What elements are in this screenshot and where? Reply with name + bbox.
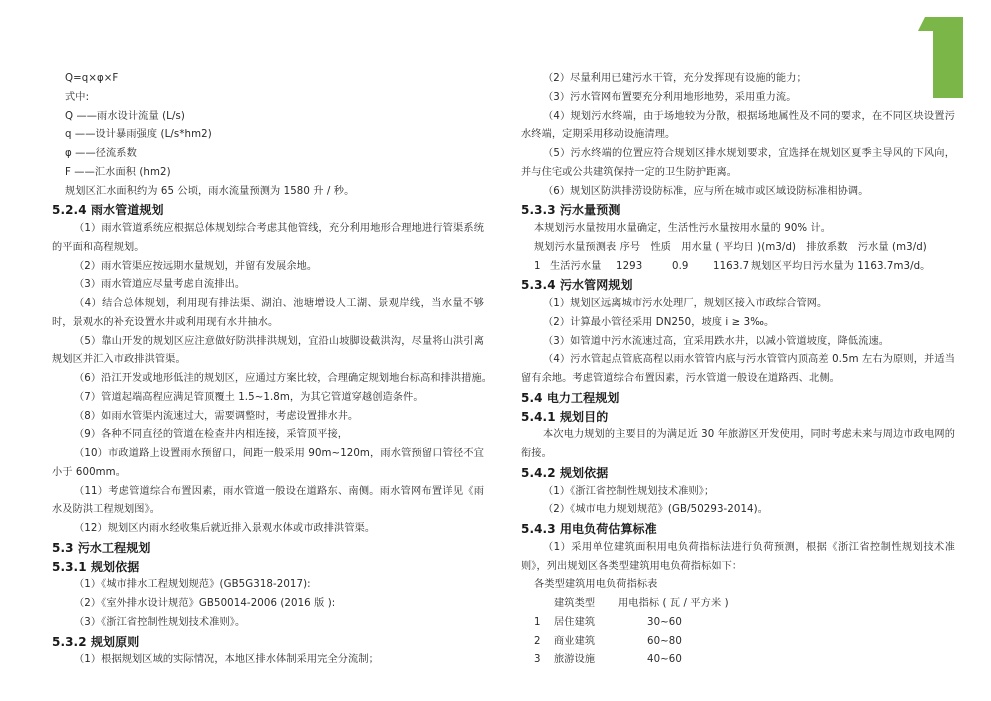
section-heading-5-4-1: 5.4.1 规划目的: [521, 409, 609, 424]
list-item: （5）靠山开发的规划区应注意做好防洪排洪规划，宜沿山坡脚设截洪沟，尽量将山洪引离规划区并汇入市政排洪管渠。: [52, 335, 484, 366]
list-item: （4）污水管起点管底高程以雨水管管内底与污水管管内顶高差 0.5m 左右为原则，并适当留有余地。考虑管道综合布置因素，污水管道一般设在道路西、北侧。: [521, 354, 955, 384]
reference-item: （2）《城市电力规划规范》(GB/50293-2014)。: [543, 504, 768, 516]
list-item: （1）规划区远离城市污水处理厂，规划区接入市政综合管网。: [543, 298, 828, 309]
cell-note: 规划区平均日污水量为 1163.7m3/d。: [751, 260, 931, 272]
load-table-row: [521, 651, 955, 670]
reference-item: （1）《浙江省控制性规划技术准则》；: [543, 485, 715, 497]
sewage-table-header: 规划污水量预测表 序号 性质 用水量 ( 平均日 )(m3/d) 排放系数 污水量 (m3/d): [534, 241, 927, 253]
list-item: （10）市政道路上设置雨水预留口，间距一般采用 90m~120m，雨水管预留口管径不宜小于 600mm。: [52, 448, 484, 478]
left-column: [52, 70, 493, 670]
cell-water: 1293: [616, 260, 643, 272]
formula-def: F ——汇水面积 (hm2): [65, 166, 171, 178]
summary-text: 规划区汇水面积约为 65 公顷，雨水流量预测为 1580 升 / 秒。: [65, 185, 355, 197]
intro-text: 本规划污水量按用水量确定，生活性污水量按用水量的 90% 计。: [534, 223, 832, 234]
col-power-index: 用电指标 ( 瓦 / 平方米 ): [618, 598, 729, 609]
cell-type: 旅游设施: [554, 654, 596, 666]
list-item: （1）雨水管道系统应根据总体规划综合考虑其他管线，充分利用地形合理地进行管渠系统的平面和高程规划。: [52, 223, 484, 253]
section-heading-5-4-3: 5.4.3 用电负荷估算标准: [521, 522, 657, 536]
cell-value: 40~60: [647, 654, 682, 666]
list-item: （4）规划污水终端，由于场地较为分散，根据场地属性及不同的要求，在不同区块设置污水终端，定期采用移动设施清理。: [521, 110, 955, 141]
list-item: （11）考虑管道综合布置因素，雨水管道一般设在道路东、南侧。雨水管网布置详见《雨水及防洪工程规划图》。: [52, 485, 484, 516]
section-heading-5-2-4: 5.2.4 雨水管道规划: [52, 203, 164, 218]
sewage-table-row: [521, 258, 955, 277]
list-item: （8）如雨水管渠内流速过大，需要调整时，考虑设置排水井。: [74, 410, 359, 422]
cell-type: 商业建筑: [554, 635, 596, 647]
cell-coef: 0.9: [672, 260, 689, 272]
body-text: （1）采用单位建筑面积用电负荷指标法进行负荷预测，根据《浙江省控制性规划技术准则》，列出规划区各类型建筑用电负荷指标如下：: [521, 541, 955, 572]
load-table-row: [521, 614, 955, 633]
list-item: （2）雨水管渠应按远期水量规划，并留有发展余地。: [74, 260, 318, 272]
reference-item: （3）《浙江省控制性规划技术准则》。: [74, 616, 246, 628]
formula: Q=q×φ×F: [65, 73, 119, 84]
cell-type: 居住建筑: [554, 616, 596, 628]
section-heading-5-3: 5.3 污水工程规划: [52, 540, 151, 555]
section-heading-5-3-3: 5.3.3 污水量预测: [521, 203, 621, 218]
col-building-type: 建筑类型: [554, 598, 596, 609]
list-item: （2）计算最小管径采用 DN250，坡度 i ≥ 3‰。: [543, 316, 775, 328]
load-table-row: [521, 633, 955, 652]
cell-value: 60~80: [647, 635, 682, 647]
list-item: （6）规划区防洪排涝设防标准，应与所在城市或区域设防标准相协调。: [543, 185, 869, 197]
cell-value: 30~60: [647, 616, 682, 628]
list-item: （12）规划区内雨水经收集后就近排入景观水体或市政排洪管渠。: [74, 523, 376, 534]
section-heading-5-4: 5.4 电力工程规划: [521, 390, 620, 405]
cell-no: 2: [534, 635, 541, 647]
formula-def: φ ——径流系数: [65, 148, 137, 159]
section-heading-5-4-2: 5.4.2 规划依据: [521, 465, 609, 480]
list-item: （4）结合总体规划，利用现有排法渠、湖泊、池塘增设人工湖、景观岸线，当水量不够时，景观水的补充设置水井或利用现有水井抽水。: [52, 298, 484, 328]
cell-no: 3: [534, 654, 541, 666]
list-item: （3）污水管网布置要充分利用地形地势，采用重力流。: [543, 91, 797, 103]
cell-sewage: 1163.7: [713, 260, 750, 272]
list-item: （1）根据规划区域的实际情况，本地区排水体制采用完全分流制；: [74, 654, 379, 666]
body-text: 本次电力规划的主要目的为满足近 30 年旅游区开发使用，同时考虑未来与周边市政电网的衔接。: [521, 429, 955, 459]
list-item: （3）雨水管道应尽量考虑自流排出。: [74, 279, 246, 291]
cell-type: 生活污水量: [550, 260, 602, 272]
section-heading-5-3-1: 5.3.1 规划依据: [52, 559, 140, 574]
load-table-title: 各类型建筑用电负荷指标表: [534, 579, 658, 591]
list-item: （3）如管道中污水流速过高，宜采用跌水井，以减小管道坡度，降低流速。: [543, 335, 890, 347]
cell-no: 1: [534, 616, 541, 628]
list-item: （9）各种不同直径的管道在检查井内相连接，采管顶平接，: [74, 429, 349, 441]
reference-item: （1）《城市排水工程规划规范》(GB5G318-2017):: [74, 579, 311, 591]
reference-item: （2）《室外排水设计规范》GB50014-2006 (2016 版 ):: [74, 598, 336, 609]
formula-where: 式中:: [65, 91, 90, 103]
load-table-header: [521, 595, 955, 614]
list-item: （7）管道起端高程应满足管顶覆土 1.5~1.8m，为其它管道穿越创造条件。: [74, 391, 424, 403]
list-item: （5）污水终端的位置应符合规划区排水规划要求，宜选择在规划区夏季主导风的下风向，并与住宅或公共建筑保持一定的卫生防护距离。: [521, 148, 955, 178]
list-item: （2）尽量利用已建污水干管，充分发挥现有设施的能力；: [543, 73, 807, 84]
list-item: （6）沿江开发或地形低洼的规划区，应通过方案比较，合理确定规划地台标高和排洪措施。: [74, 373, 493, 384]
right-column: [521, 70, 955, 670]
section-heading-5-3-4: 5.3.4 污水管网规划: [521, 278, 633, 293]
formula-def: q ——设计暴雨强度 (L/s*hm2): [65, 129, 212, 141]
formula-def: Q ——雨水设计流量 (L/s): [65, 110, 185, 122]
section-heading-5-3-2: 5.3.2 规划原则: [52, 634, 140, 649]
cell-no: 1: [534, 260, 541, 272]
